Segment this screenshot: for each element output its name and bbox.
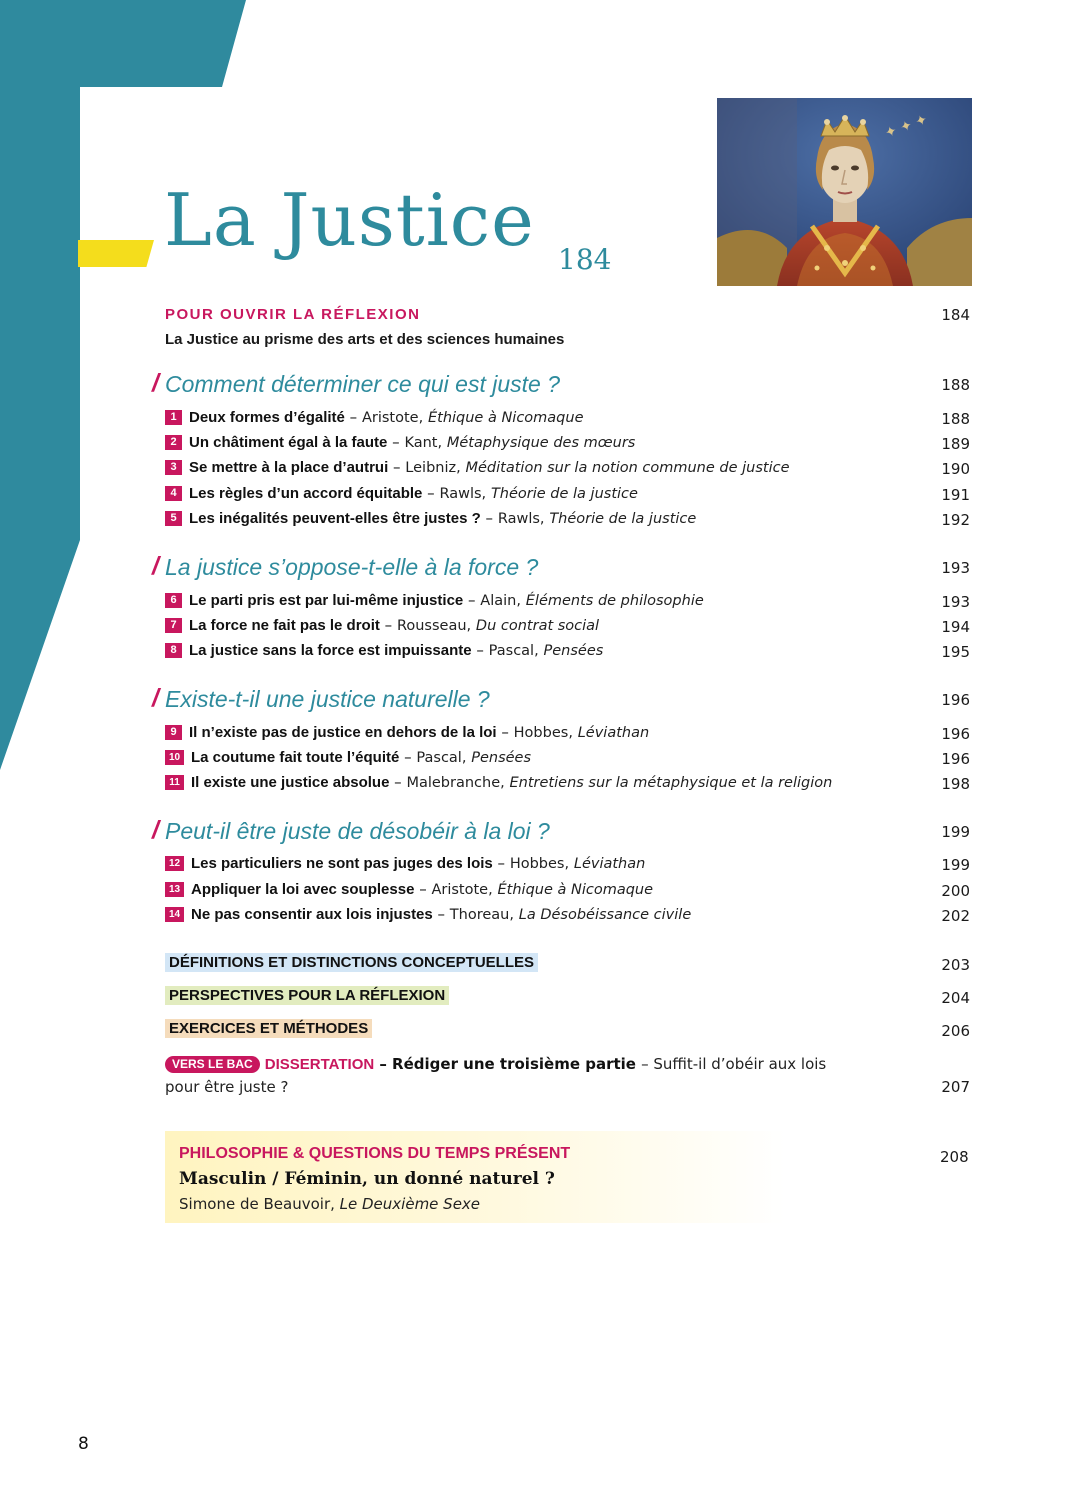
present-author: Simone de Beauvoir, <box>179 1195 335 1213</box>
page-number: 188 <box>941 410 970 428</box>
page-number: 193 <box>941 593 970 611</box>
page-number: 199 <box>941 823 970 841</box>
entry-author: Rawls, <box>497 511 545 527</box>
entry-author: Pascal, <box>488 643 539 659</box>
present-author-line <box>179 1195 480 1213</box>
entry-number-badge: 5 <box>165 511 182 526</box>
toc-entry[interactable]: 3 Se mettre à la place d’autrui – Leibniz, Méditation sur la notion commune de justice 190 <box>165 455 970 479</box>
section-heading[interactable] <box>152 816 970 846</box>
entry-work: La Désobéissance civile <box>518 907 692 923</box>
toc-entry[interactable]: 9 Il n’existe pas de justice en dehors de la loi – Hobbes, Léviathan 196 <box>165 720 970 744</box>
toc-entry[interactable]: 5 Les inégalités peuvent-elles être justes ? – Rawls, Théorie de la justice 192 <box>165 506 970 530</box>
page-number: 195 <box>941 643 970 661</box>
section-title: Existe-t-il une justice naturelle ? <box>165 686 490 712</box>
entry-work: Éthique à Nicomaque <box>427 410 584 426</box>
definitions-row[interactable] <box>165 952 970 978</box>
toc-entry[interactable]: 7 La force ne fait pas le droit – Rousseau, Du contrat social 194 <box>165 613 970 637</box>
entry-author: Malebranche, <box>406 775 505 791</box>
entry-work: Pensées <box>471 750 532 766</box>
entry-author: Hobbes, <box>509 856 570 872</box>
entry-title: Les particuliers ne sont pas juges des lois <box>191 855 493 872</box>
entry-author: Hobbes, <box>513 725 573 741</box>
entry-title: La force ne fait pas le droit <box>189 617 380 634</box>
page-number: 196 <box>941 750 970 768</box>
toc-entry[interactable]: 12 Les particuliers ne sont pas juges des lois – Hobbes, Léviathan 199 <box>165 851 970 875</box>
section-slash: / <box>152 816 159 844</box>
entry-number-badge: 14 <box>165 907 184 922</box>
entry-title: La justice sans la force est impuissante <box>189 642 472 659</box>
page-number: 196 <box>941 725 970 743</box>
entry-number-badge: 11 <box>165 775 184 790</box>
bac-question: – Suffit-il d’obéir aux lois <box>641 1055 827 1073</box>
entry-author: Alain, <box>480 593 521 609</box>
entry-title: Appliquer la loi avec souplesse <box>191 881 415 898</box>
entry-title: Le parti pris est par lui-même injustice <box>189 592 464 609</box>
page-number: 188 <box>941 376 970 394</box>
page-number: 192 <box>941 511 970 529</box>
entry-number-badge: 3 <box>165 460 182 475</box>
page-number: 196 <box>941 691 970 709</box>
toc-entry[interactable]: 8 La justice sans la force est impuissante – Pascal, Pensées 195 <box>165 638 970 662</box>
entry-title: La coutume fait toute l’équité <box>191 749 400 766</box>
bac-row[interactable] <box>165 1053 970 1099</box>
present-times-box[interactable] <box>165 1131 785 1223</box>
entry-title: Il existe une justice absolue <box>191 774 390 791</box>
entry-number-badge: 8 <box>165 643 182 658</box>
entry-number-badge: 2 <box>165 435 182 450</box>
entry-number-badge: 13 <box>165 882 184 897</box>
toc-entry[interactable]: 1 Deux formes d’égalité – Aristote, Éthique à Nicomaque 188 <box>165 405 970 429</box>
folio-page-number: 8 <box>78 1434 89 1454</box>
page-number: 200 <box>941 882 970 900</box>
definitions-label: DÉFINITIONS ET DISTINCTIONS CONCEPTUELLES <box>165 953 538 972</box>
bac-subtitle: – Rédiger une troisième partie <box>379 1055 636 1073</box>
svg-text:✦ ✦ ✦: ✦ ✦ ✦ <box>882 111 930 142</box>
entry-work: Entretiens sur la métaphysique et la religion <box>509 775 833 791</box>
entry-title: Les règles d’un accord équitable <box>189 485 423 502</box>
entry-number-badge: 9 <box>165 725 182 740</box>
entry-title: Ne pas consentir aux lois injustes <box>191 906 433 923</box>
present-title: Masculin / Féminin, un donné naturel ? <box>179 1169 555 1189</box>
page-number: 189 <box>941 435 970 453</box>
toc-entry[interactable]: 13 Appliquer la loi avec souplesse – Aristote, Éthique à Nicomaque 200 <box>165 877 970 901</box>
entry-work: Du contrat social <box>475 618 600 634</box>
entry-work: Léviathan <box>573 856 646 872</box>
section-slash: / <box>152 369 159 397</box>
bac-badge: VERS LE BAC <box>165 1056 260 1073</box>
entry-work: Pensées <box>543 643 604 659</box>
section-heading[interactable] <box>152 369 970 399</box>
opening-title: POUR OUVRIR LA RÉFLEXION <box>165 306 421 323</box>
page-number: 204 <box>941 989 970 1007</box>
entry-title: Se mettre à la place d’autrui <box>189 459 389 476</box>
chapter-title-page: 184 <box>558 243 612 276</box>
page-number: 207 <box>941 1078 970 1096</box>
opening-subtitle-row <box>165 329 970 351</box>
fresco-image <box>717 98 972 286</box>
yellow-accent-bar <box>78 240 154 267</box>
entry-work: Méditation sur la notion commune de justice <box>465 460 790 476</box>
section-heading[interactable] <box>152 552 970 582</box>
section-slash: / <box>152 552 159 580</box>
entry-work: Léviathan <box>577 725 650 741</box>
entry-title: Un châtiment égal à la faute <box>189 434 388 451</box>
opening-row[interactable] <box>165 304 970 326</box>
entry-title: Les inégalités peuvent-elles être justes ? <box>189 510 481 527</box>
entry-number-badge: 1 <box>165 410 182 425</box>
section-title: La justice s’oppose-t-elle à la force ? <box>165 554 539 580</box>
entry-author: Thoreau, <box>449 907 514 923</box>
entry-author: Leibniz, <box>405 460 461 476</box>
bac-question-continued: pour être juste ? <box>165 1078 289 1096</box>
toc-entry[interactable]: 2 Un châtiment égal à la faute – Kant, Métaphysique des mœurs 189 <box>165 430 970 454</box>
entry-work: Théorie de la justice <box>490 486 638 502</box>
section-title: Comment déterminer ce qui est juste ? <box>165 371 561 397</box>
chapter-title: La Justice <box>164 178 535 262</box>
page-number: 208 <box>940 1148 969 1166</box>
entry-number-badge: 6 <box>165 593 182 608</box>
entry-author: Aristote, <box>361 410 424 426</box>
page-number: 206 <box>941 1022 970 1040</box>
entry-title: Deux formes d’égalité <box>189 409 345 426</box>
entry-number-badge: 12 <box>165 856 184 871</box>
page-number: 198 <box>941 775 970 793</box>
page-number: 199 <box>941 856 970 874</box>
toc-entry[interactable]: 6 Le parti pris est par lui-même injustice – Alain, Éléments de philosophie 193 <box>165 588 970 612</box>
present-work: Le Deuxième Sexe <box>339 1195 481 1213</box>
toc-entry[interactable]: 11 Il existe une justice absolue – Malebranche, Entretiens sur la métaphysique et la religion 198 <box>165 770 970 794</box>
toc-entry[interactable]: 4 Les règles d’un accord équitable – Rawls, Théorie de la justice 191 <box>165 481 970 505</box>
page-number: 190 <box>941 460 970 478</box>
page-number: 193 <box>941 559 970 577</box>
section-title: Peut-il être juste de désobéir à la loi ? <box>165 818 550 844</box>
section-slash: / <box>152 684 159 712</box>
entry-number-badge: 4 <box>165 486 182 501</box>
entry-work: Éléments de philosophie <box>525 593 704 609</box>
exercises-row[interactable] <box>165 1018 970 1044</box>
toc-entry[interactable]: 10 La coutume fait toute l’équité – Pascal, Pensées 196 <box>165 745 970 769</box>
perspectives-label: PERSPECTIVES POUR LA RÉFLEXION <box>165 986 449 1005</box>
exercises-label: EXERCICES ET MÉTHODES <box>165 1019 372 1038</box>
page-number: 202 <box>941 907 970 925</box>
entry-number-badge: 7 <box>165 618 182 633</box>
entry-number-badge: 10 <box>165 750 184 765</box>
present-kicker: PHILOSOPHIE & QUESTIONS DU TEMPS PRÉSENT <box>179 1145 571 1162</box>
entry-title: Il n’existe pas de justice en dehors de la loi <box>189 724 497 741</box>
entry-author: Rousseau, <box>396 618 472 634</box>
entry-author: Rawls, <box>439 486 487 502</box>
entry-work: Théorie de la justice <box>549 511 697 527</box>
entry-author: Aristote, <box>431 882 493 898</box>
entry-author: Pascal, <box>416 750 467 766</box>
entry-author: Kant, <box>404 435 443 451</box>
perspectives-row[interactable] <box>165 985 970 1011</box>
page-number: 184 <box>941 306 970 324</box>
entry-work: Métaphysique des mœurs <box>446 435 636 451</box>
section-heading[interactable] <box>152 684 970 714</box>
page-number: 203 <box>941 956 970 974</box>
bac-category: DISSERTATION <box>264 1056 375 1073</box>
opening-subtitle: La Justice au prisme des arts et des sciences humaines <box>165 331 565 348</box>
page-number: 191 <box>941 486 970 504</box>
page-number: 194 <box>941 618 970 636</box>
toc-entry[interactable]: 14 Ne pas consentir aux lois injustes – Thoreau, La Désobéissance civile 202 <box>165 902 970 926</box>
entry-work: Éthique à Nicomaque <box>497 882 654 898</box>
